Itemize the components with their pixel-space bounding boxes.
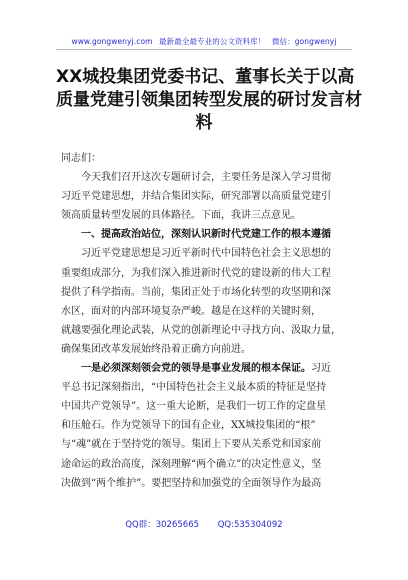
paragraph-3-lead-bold: 一是必须深刻领会党的领导是事业发展的根本保证。 [81, 363, 311, 375]
footer-qq: QQ:535304092 [217, 520, 283, 530]
paragraph-3-line: 途命运的政治高度，深刻理解“两个确立”的决定性意义，坚 [61, 458, 322, 470]
paragraph-3-line: 平总书记深刻指出，“中国特色社会主义最本质的特征是坚持 [61, 382, 327, 394]
title-line-1: XX城投集团党委书记、董事长关于以高 [56, 67, 355, 87]
paragraph-1-line: 领高质量转型发展的具体路径。下面，我讲三点意见。 [61, 210, 301, 222]
paragraph-3-line: 决做到“两个维护”。要把坚持和加强党的全面领导作为最高 [61, 477, 322, 489]
paragraph-3-line: 中国共产党领导”。这一重大论断，是我们一切工作的定盘星 [61, 401, 327, 413]
title-line-2: 质量党建引领集团转型发展的研讨发言材 [56, 90, 362, 110]
section-heading-1-text: 一、提高政治站位，深刻认识新时代党建工作的根本遵循 [81, 229, 331, 241]
header-wechat: 微信：gongwenyj [271, 37, 337, 46]
paragraph-2-line: 重要组成部分，为我们深入推进新时代党的建设新的伟大工程 [61, 267, 331, 279]
paragraph-2-line: 习近平党建思想是习近平新时代中国特色社会主义思想的 [81, 248, 331, 260]
paragraph-3-lead-tail: 习近 [311, 363, 331, 375]
header-divider [56, 49, 352, 50]
paragraph-3-line: 和压舱石。作为党领导下的国有企业，XX城投集团的“根” [61, 420, 316, 432]
paragraph-2-line: 就越要强化理论武装，从党的创新理论中寻找方向、汲取力量， [61, 324, 341, 336]
title-line-3: 料 [195, 113, 213, 133]
document-title [56, 66, 362, 135]
paragraph-3-first-line [61, 359, 351, 378]
paragraph-1-line: 习近平党建思想，并结合集团实际，研究部署以高质量党建引 [61, 191, 331, 203]
page-footer [0, 518, 408, 530]
paragraph-3-line: 与“魂”就在于坚持党的领导。集团上下要从关系党和国家前 [61, 439, 322, 451]
page-header [0, 36, 408, 47]
paragraph-2-line: 水区，面对的内部环境复杂严峻。越是在这样的关键时刻， [61, 305, 321, 317]
paragraph-2-line: 确保集团改革发展始终沿着正确方向前进。 [61, 343, 251, 355]
header-site-link[interactable]: www.gongwenyj.com [71, 37, 153, 46]
header-slogan: 最新最全最专业的公文资料库！ [159, 37, 266, 46]
salutation: 同志们： [61, 153, 101, 164]
paragraph-1-line: 今天我们召开这次专题研讨会，主要任务是深入学习贯彻 [81, 172, 331, 184]
section-heading-1 [61, 225, 351, 244]
footer-qq-group: QQ群：30265665 [125, 520, 200, 530]
document-body [61, 149, 351, 493]
paragraph-2-line: 提供了科学指南。当前，集团正处于市场化转型的攻坚期和深 [61, 286, 331, 298]
